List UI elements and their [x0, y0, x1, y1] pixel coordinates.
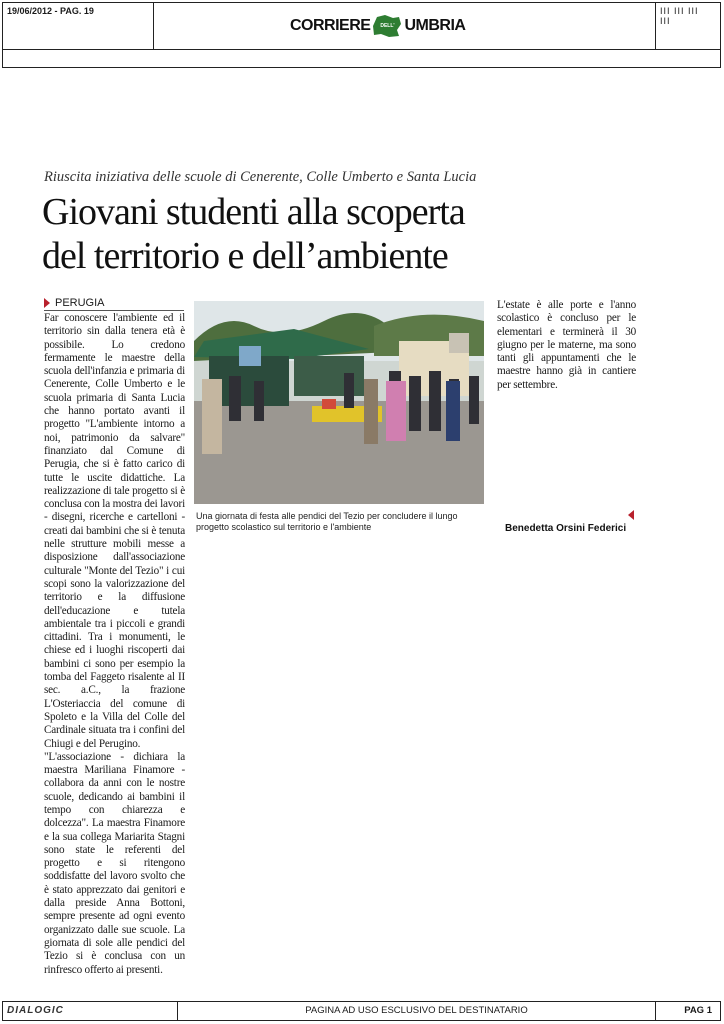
header-date-cell: [3, 3, 154, 49]
logo-word-right: UMBRIA: [404, 17, 466, 34]
red-triangle-icon: [44, 298, 50, 308]
title-line-2: del territorio e dell’ambiente: [42, 235, 448, 277]
article-column-1: [44, 312, 185, 977]
article-title: [42, 190, 602, 278]
article-paragraph: Far conoscere l'ambiente ed il territorio sin dalla tenera età è possibile. Lo credono fermamente le maestre della scuola dell'infanzia e primaria di Cenerente, Colle Umberto e le scuola primaria di Santa Lucia che hanno portato avanti il progetto "L'ambiente intorno a noi, patrimonio da salvare" finanziato dal Comune di Perugia, che si è fatto carico di tutte le uscite didattiche. La realizzazione di tale progetto si è conclusa con la mostra dei lavori - disegni, ricerche e cartelloni - creati dai bambini che si è tenuta nelle strutture mobili messe a disposizione dall'associazione culturale "Monte del Tezio" i cui scopi sono la valorizzazione del territorio e la diffusione dell'educazione e tutela ambientale tra i piccoli e grandi cittadini. Tra i monumenti, le chiese ed i luoghi riscoperti dai bambini ci sono per esempio la tomba del Faggeto risalente al II sec. a.C., la frazione L'Osteriaccia del comune di Spoleto e la Villa del Colle del Cardinale situata tra i confini del Chiugi e del Perugino.: [44, 312, 185, 750]
article-byline: Benedetta Orsini Federici: [505, 523, 627, 534]
footer-page-cell: [655, 1002, 720, 1020]
header-divider: [3, 49, 720, 50]
barcode-line: III: [660, 16, 671, 26]
page-header: [2, 2, 721, 68]
umbria-region-icon: [371, 14, 403, 38]
photo-caption: Una giornata di festa alle pendici del Tezio per concludere il lungo progetto scolastico sul territorio e l'ambiente: [196, 511, 458, 532]
footer-page-number: PAG 1: [684, 1005, 712, 1016]
footer-notice: PAGINA AD USO ESCLUSIVO DEL DESTINATARIO: [305, 1005, 528, 1016]
dialogic-logo: DIALOGIC: [7, 1005, 64, 1016]
logo-word-left: CORRIERE: [290, 17, 371, 34]
header-barcode-cell: [655, 3, 720, 49]
footer-brand-cell: [3, 1002, 178, 1020]
article-paragraph: L'estate è alle porte e l'anno scolastico è concluso per le elementari e terminerà il 30 giugno per le materne, ma sono tanti gli appuntamenti che le maestre hanno già in cantiere per settembre.: [497, 299, 636, 391]
dateline-city: PERUGIA: [55, 297, 105, 309]
article-photo: [194, 301, 484, 504]
logo-word-mid: DELL': [380, 23, 395, 29]
end-mark-icon: [628, 510, 634, 520]
article-paragraph: "L'associazione - dichiara la maestra Mariliana Finamore - collabora da anni con le nostre scuole, dedicando ai bambini il tempo con chiarezza e dolcezza". La maestra Finamore e la sua collega Mariarita Stagni sono state le referenti del progetto e si ritengono soddisfatte del lavoro svolto che è stato apprezzato dai genitori e dalla preside Anna Bottoni, sempre presente ad ogni evento organizzato dalle sue scuole. La giornata di sole alle pendici del Tezio si è conclusa con un rinfresco offerto ai presenti.: [44, 750, 185, 976]
date-page: 19/06/2012 - PAG. 19: [7, 6, 94, 16]
newspaper-logo: [290, 14, 465, 38]
article-kicker: Riuscita iniziativa delle scuole di Cenerente, Colle Umberto e Santa Lucia: [44, 169, 477, 185]
article-column-3: [497, 299, 636, 392]
barcode-line: III III III: [660, 6, 699, 16]
barcode: [660, 6, 699, 26]
title-line-1: Giovani studenti alla scoperta: [42, 191, 465, 233]
page-footer: [2, 1001, 721, 1021]
dateline: [44, 297, 184, 311]
